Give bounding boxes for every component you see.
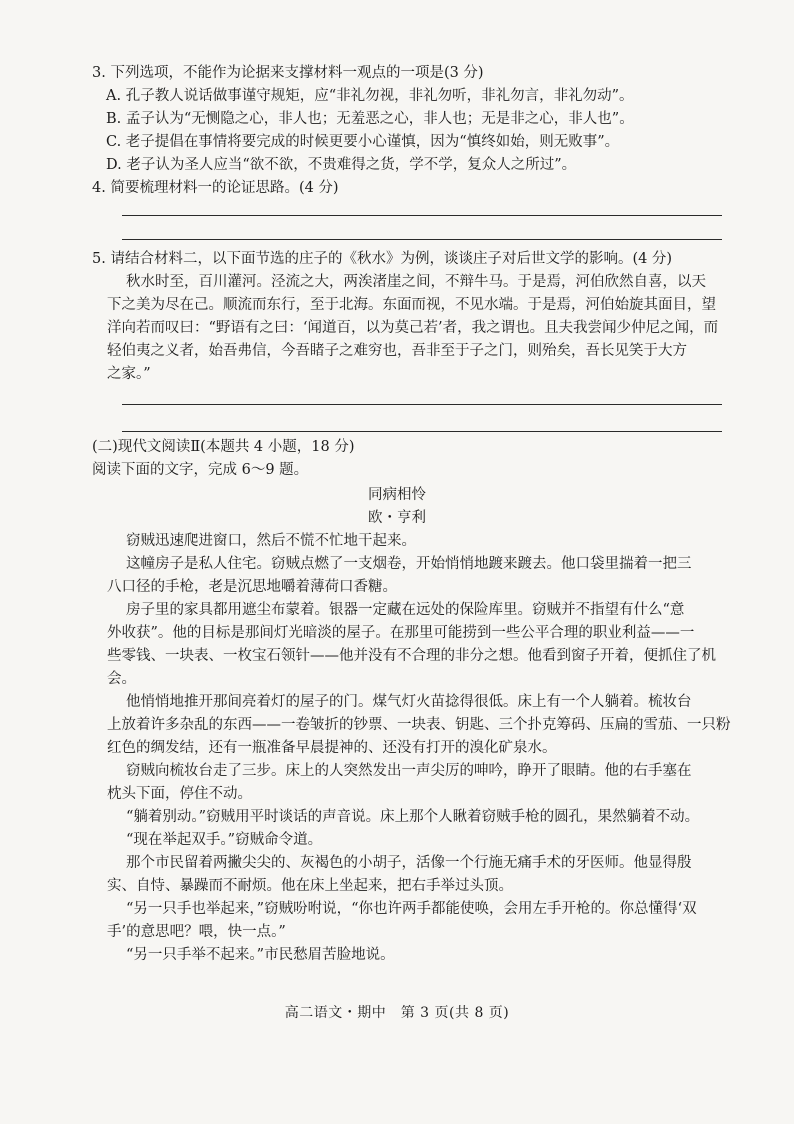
q3-option-b: B. 孟子认为“无恻隐之心，非人也；无羞恶之心，非人也；无是非之心，非人也”。 [106,111,634,127]
story-line: “另一只手也举起来，”窃贼吩咐说，“你也许两手都能使唤，会用左手开枪的。你总懂得‘双 [126,901,697,917]
story-line: 这幢房子是私人住宅。窃贼点燃了一支烟卷，开始悄悄地踱来踱去。他口袋里揣着一把三 [126,556,692,572]
story-line: 窃贼迅速爬进窗口，然后不慌不忙地干起来。 [126,533,416,549]
story-line: 会。 [107,671,136,687]
story-line: 八口径的手枪，老是沉思地嚼着薄荷口香糖。 [107,579,397,595]
q3-option-c: C. 老子提倡在事情将要完成的时候更要小心谨慎，因为“慎终如始，则无败事”。 [106,134,620,150]
q3-option-d: D. 老子认为圣人应当“欲不欲，不贵难得之货，学不学，复众人之所过”。 [106,157,577,173]
q5-passage-line: 洋向若而叹曰：“野语有之曰：‘闻道百，以为莫己若’者，我之谓也。且夫我尝闻少仲尼之闻，而 [107,320,719,336]
story-line: 枕头下面，停住不动。 [107,786,252,802]
story-line: 房子里的家具都用遮尘布蒙着。银器一定藏在远处的保险库里。窃贼并不指望有什么“意 [126,602,685,618]
q5-passage-line: 轻伯夷之义者，始吾弗信，今吾睹子之难穷也，吾非至于子之门，则殆矣，吾长见笑于大方 [107,343,687,359]
story-line: 他悄悄地推开那间亮着灯的屋子的门。煤气灯火苗捻得很低。床上有一个人躺着。梳妆台 [126,694,692,710]
section2-heading: (二)现代文阅读Ⅱ(本题共 4 小题，18 分) [92,439,355,455]
section2-instruction: 阅读下面的文字，完成 6～9 题。 [92,462,309,478]
q5-answer-line-2 [122,431,722,432]
q3-stem: 3. 下列选项，不能作为论据来支撑材料一观点的一项是(3 分) [92,65,484,81]
q5-passage-line: 之家。” [107,366,151,382]
story-title: 同病相怜 [368,487,426,503]
story-author: 欧・亨利 [368,510,426,526]
story-line: 红色的绸发结，还有一瓶准备早晨提神的、还没有打开的溴化矿泉水。 [107,740,557,756]
page-footer: 高二语文・期中 第 3 页(共 8 页) [284,1005,510,1021]
story-line: 些零钱、一块表、一枚宝石领针——他并没有不合理的非分之想。他看到窗子开着，便抓住了机 [107,648,716,664]
q5-passage-line: 秋水时至，百川灌河。泾流之大，两涘渚崖之间，不辩牛马。于是焉，河伯欣然自喜，以天 [126,274,706,290]
q4-answer-line-1 [122,215,722,216]
story-line: “另一只手举不起来。”市民愁眉苦脸地说。 [126,947,395,963]
story-line: 那个市民留着两撇尖尖的、灰褐色的小胡子，活像一个行施无痛手术的牙医师。他显得殷 [126,855,692,871]
story-line: “躺着别动。”窃贼用平时谈话的声音说。床上那个人瞅着窃贼手枪的圆孔，果然躺着不动。 [126,809,700,825]
story-line: 窃贼向梳妆台走了三步。床上的人突然发出一声尖厉的呻吟，睁开了眼睛。他的右手塞在 [126,763,692,779]
q5-stem: 5. 请结合材料二，以下面节选的庄子的《秋水》为例，谈谈庄子对后世文学的影响。(4 分) [92,251,673,267]
q3-option-a: A. 孔子教人说话做事谨守规矩，应“非礼勿视，非礼勿听，非礼勿言，非礼勿动”。 [106,88,634,104]
story-line: 手’的意思吧？喂，快一点。” [107,924,286,940]
story-line: “现在举起双手。”窃贼命令道。 [126,832,323,848]
story-line: 外收获”。他的目标是那间灯光暗淡的屋子。在那里可能捞到一些公平合理的职业利益——一 [107,625,695,641]
q4-stem: 4. 简要梳理材料一的论证思路。(4 分) [92,180,339,196]
q5-answer-line-1 [122,404,722,405]
q4-answer-line-2 [122,239,722,240]
story-line: 上放着许多杂乱的东西——一卷皱折的钞票、一块表、钥匙、三个扑克筹码、压扁的雪茄、一只粉 [107,717,731,733]
q5-passage-line: 下之美为尽在己。顺流而东行，至于北海。东面而视，不见水端。于是焉，河伯始旋其面目，望 [107,297,716,313]
story-line: 实、自恃、暴躁而不耐烦。他在床上坐起来，把右手举过头顶。 [107,878,513,894]
